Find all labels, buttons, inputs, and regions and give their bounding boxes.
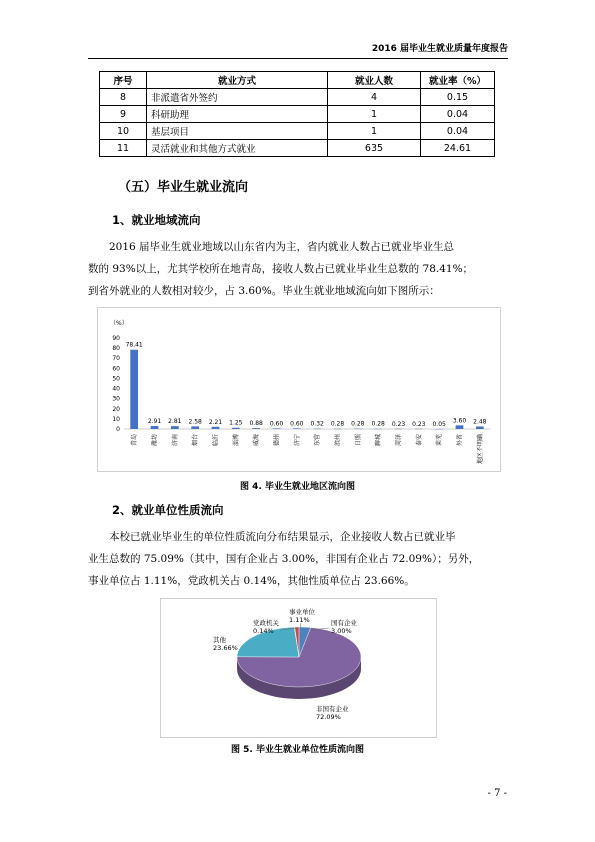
y-tick-label: 40 xyxy=(112,385,120,393)
x-tick-label: 菏泽 xyxy=(395,434,403,447)
pie-slice-value-label: 0.14% xyxy=(253,627,274,635)
x-tick-label: 滨州 xyxy=(334,434,342,447)
bar xyxy=(252,428,260,429)
paragraph-unit-type xyxy=(88,526,508,592)
bar-value-label: 78.41 xyxy=(125,341,143,349)
y-tick-label: 50 xyxy=(112,375,120,383)
x-tick-label: 烟台 xyxy=(192,434,200,447)
cell-index: 9 xyxy=(100,106,147,123)
x-tick-label: 东营 xyxy=(314,434,322,447)
y-tick-label: 60 xyxy=(112,365,120,373)
x-tick-label: 莱芜 xyxy=(436,434,444,447)
bar-value-label: 0.88 xyxy=(249,420,263,428)
bar-value-label: 2.91 xyxy=(147,418,162,426)
cell-count: 1 xyxy=(328,123,421,140)
paragraph-line: 业生总数的 75.09%（其中，国有企业占 3.00%，非国有企业占 72.09%）；另外， xyxy=(88,553,480,565)
employment-method-table xyxy=(99,71,495,157)
x-tick-label: 聊城 xyxy=(375,434,383,447)
unit-type-pie-chart xyxy=(160,598,437,738)
pie-slice-name-label: 其他 xyxy=(213,636,226,644)
x-tick-label: 地区不明确 xyxy=(476,434,484,465)
cell-method: 科研助理 xyxy=(147,106,328,123)
region-bar-chart-svg xyxy=(98,308,500,471)
x-tick-label: 济宁 xyxy=(293,434,301,447)
paragraph-line: 数的 93%以上，尤其学校所在地青岛，接收人数占已就业毕业生总数的 78.41%； xyxy=(88,263,474,275)
bar-value-label: 3.60 xyxy=(452,417,467,425)
bar-value-label: 0.60 xyxy=(290,420,304,428)
bar xyxy=(171,426,179,429)
cell-count: 4 xyxy=(328,89,421,106)
cell-count: 635 xyxy=(328,140,421,157)
col-header-index: 序号 xyxy=(100,72,147,89)
bar-value-label: 0.60 xyxy=(269,420,284,428)
figure-caption-4: 图 4. 毕业生就业地区流向图 xyxy=(240,482,355,492)
cell-rate: 0.04 xyxy=(421,106,495,123)
cell-method: 基层项目 xyxy=(147,123,328,140)
pie-slice-value-label: 1.11% xyxy=(289,616,310,624)
paragraph-line: 事业单位占 1.11%，党政机关占 0.14%，其他性质单位占 23.66%。 xyxy=(88,575,415,587)
x-tick-label: 日照 xyxy=(354,434,362,447)
table-row xyxy=(100,106,495,123)
y-axis-unit-label: （%） xyxy=(110,320,128,327)
y-tick-label: 30 xyxy=(112,395,120,403)
y-tick-label: 0 xyxy=(116,426,120,433)
page-number: - 7 - xyxy=(487,788,507,799)
col-header-method: 就业方式 xyxy=(147,72,328,89)
bar xyxy=(130,350,138,429)
bar-value-label: 0.23 xyxy=(412,420,426,428)
bar-value-label: 0.23 xyxy=(391,420,406,428)
cell-count: 1 xyxy=(328,106,421,123)
x-tick-label: 淄博 xyxy=(232,434,240,447)
bar xyxy=(212,427,220,429)
pie-slice-value-label: 72.09% xyxy=(316,713,341,721)
bar-value-label: 0.32 xyxy=(310,420,324,428)
bar xyxy=(273,428,281,429)
x-tick-label: 威海 xyxy=(253,434,261,447)
figure-caption-5: 图 5. 毕业生就业单位性质流向图 xyxy=(231,745,364,755)
pie-slice-value-label: 3.00% xyxy=(331,627,352,635)
table-row xyxy=(100,140,495,157)
pie-slice-name-label: 事业单位 xyxy=(289,608,315,616)
cell-index: 11 xyxy=(100,140,147,157)
cell-method: 非派遣省外签约 xyxy=(147,89,328,106)
paragraph-region-flow xyxy=(88,236,508,302)
cell-index: 8 xyxy=(100,89,147,106)
bar xyxy=(476,426,484,429)
table-row xyxy=(100,89,495,106)
paragraph-line: 到省外就业的人数相对较少，占 3.60%。毕业生就业地域流向如下图所示： xyxy=(88,285,440,297)
bar-value-label: 2.21 xyxy=(208,418,223,426)
bar xyxy=(456,425,464,429)
bar xyxy=(293,428,301,429)
x-tick-label: 临沂 xyxy=(212,434,220,447)
subsection-title-region: 1、就业地域流向 xyxy=(112,213,201,227)
bar-value-label: 1.25 xyxy=(229,419,243,427)
y-tick-label: 90 xyxy=(112,335,120,342)
y-tick-label: 70 xyxy=(112,355,120,363)
x-tick-label: 济南 xyxy=(171,434,179,447)
bar-value-label: 0.05 xyxy=(432,420,446,428)
bar xyxy=(232,428,240,429)
cell-rate: 0.15 xyxy=(421,89,495,106)
y-tick-label: 20 xyxy=(112,405,120,413)
pie-slice-name-label: 国有企业 xyxy=(331,619,357,627)
section-title: （五）毕业生就业流向 xyxy=(118,180,249,195)
pie-slice-name-label: 党政机关 xyxy=(253,619,279,627)
x-tick-label: 泰安 xyxy=(415,434,423,447)
x-tick-label: 外省 xyxy=(456,434,464,447)
bar-value-label: 2.81 xyxy=(168,418,182,426)
x-tick-label: 青岛 xyxy=(131,434,139,447)
col-header-rate: 就业率（%） xyxy=(421,72,495,89)
unit-type-pie-chart-svg xyxy=(161,599,436,737)
cell-method: 灵活就业和其他方式就业 xyxy=(147,140,328,157)
cell-index: 10 xyxy=(100,123,147,140)
paragraph-line: 本校已就业毕业生的单位性质流向分布结果显示，企业接收人数占已就业毕 xyxy=(109,531,456,543)
bar xyxy=(151,426,159,429)
bar-value-label: 0.28 xyxy=(371,420,385,428)
subsection-title-unit-type: 2、就业单位性质流向 xyxy=(112,503,224,517)
bar-value-label: 2.58 xyxy=(188,418,202,426)
x-tick-label: 德州 xyxy=(273,434,281,447)
pie-slice-value-label: 23.66% xyxy=(213,644,238,652)
table-header-row xyxy=(100,72,495,89)
col-header-count: 就业人数 xyxy=(328,72,421,89)
bar-value-label: 2.48 xyxy=(473,418,487,426)
pie-slice-name-label: 非国有企业 xyxy=(316,705,349,713)
cell-rate: 0.04 xyxy=(421,123,495,140)
cell-rate: 24.61 xyxy=(421,140,495,157)
table-row xyxy=(100,123,495,140)
x-tick-label: 潍坊 xyxy=(151,434,159,447)
running-header: 2016 届毕业生就业质量年度报告 xyxy=(88,40,508,59)
paragraph-line: 2016 届毕业生就业地域以山东省内为主，省内就业人数占已就业毕业生总 xyxy=(109,241,455,253)
y-tick-label: 80 xyxy=(112,345,120,353)
bar-value-label: 0.28 xyxy=(351,420,365,428)
y-tick-label: 10 xyxy=(112,415,120,423)
bar-value-label: 0.28 xyxy=(330,420,345,428)
bar xyxy=(191,426,199,429)
region-bar-chart xyxy=(97,307,501,472)
